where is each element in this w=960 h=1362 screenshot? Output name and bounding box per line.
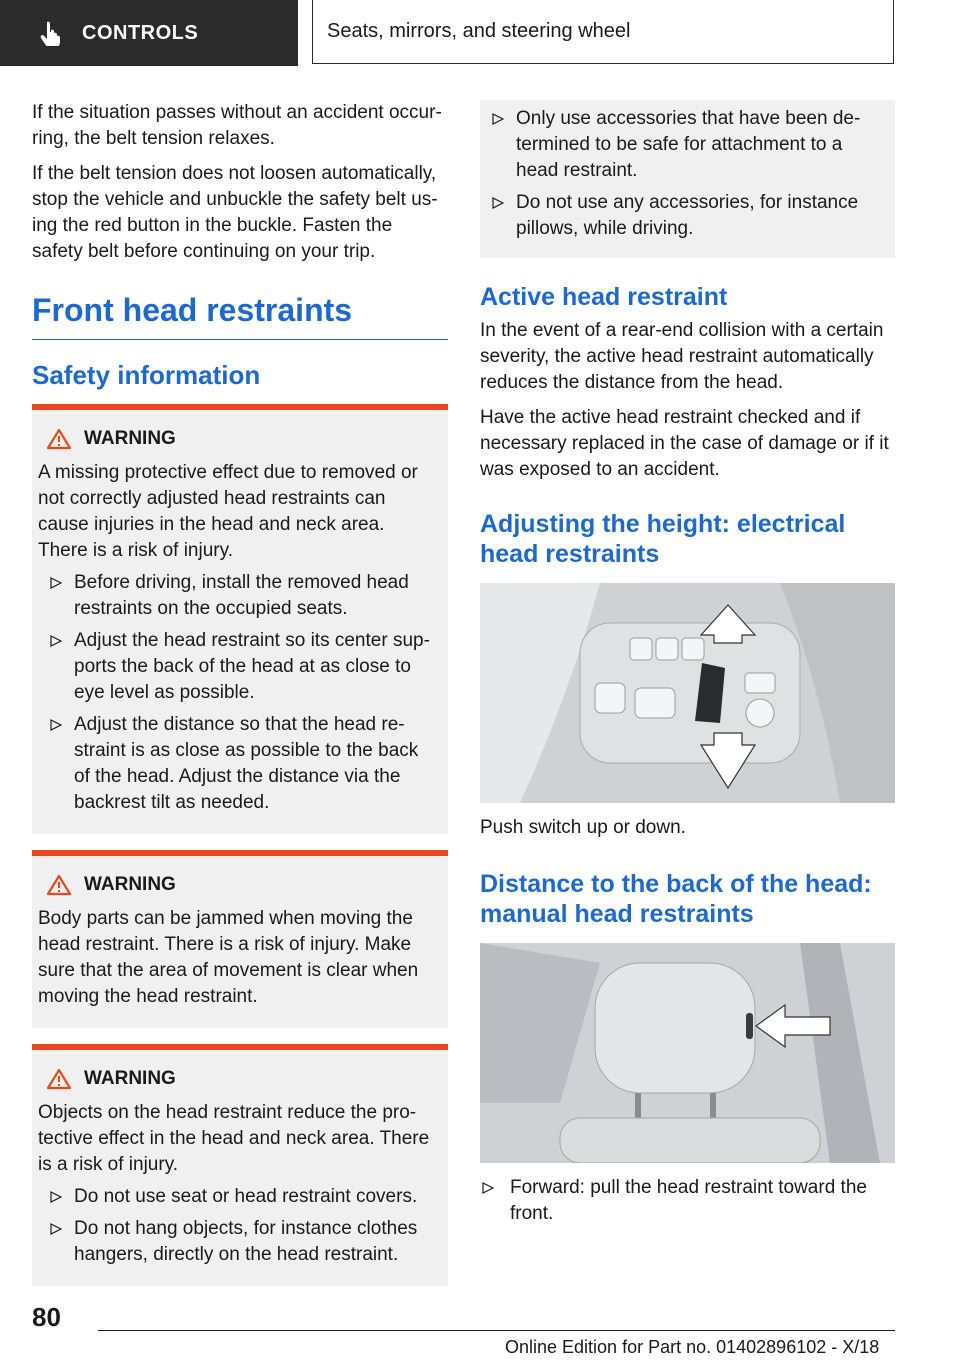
bullet-triangle-icon bbox=[492, 113, 504, 125]
heading-active-head-restraint: Active head restraint bbox=[480, 283, 728, 311]
list-item bbox=[38, 628, 438, 706]
list-item-text: Do not hang objects, for instance clothes hangers, directly on the head restraint. bbox=[74, 1218, 418, 1265]
heading-adjusting-height: Adjusting the height: electrical head restraints bbox=[480, 510, 846, 568]
list-item bbox=[38, 712, 438, 816]
heading-safety-information: Safety information bbox=[32, 360, 261, 390]
warning-title: WARNING bbox=[84, 1068, 176, 1089]
bullet-triangle-icon bbox=[50, 719, 62, 731]
bullet-triangle-icon bbox=[482, 1182, 494, 1194]
warning-box bbox=[32, 1044, 448, 1286]
list-item bbox=[480, 1175, 895, 1227]
warning-continuation-box bbox=[480, 100, 895, 258]
paragraph: In the event of a rear-end collision with a certain severity, the active head restraint automatically reduces the distance from the head. bbox=[480, 320, 884, 393]
list-item-text: Do not use any accessories, for instance pillows, while driving. bbox=[516, 192, 859, 239]
list-item-text: Forward: pull the head restraint toward the front. bbox=[510, 1177, 867, 1224]
list-item bbox=[38, 1216, 438, 1268]
list-item-text: Before driving, install the removed head restraints on the occupied seats. bbox=[74, 572, 409, 619]
paragraph: If the situation passes without an accident occurring, the belt tension relaxes. bbox=[32, 102, 442, 149]
bullet-triangle-icon bbox=[492, 197, 504, 209]
head-restraint-image bbox=[480, 943, 895, 1163]
warning-box bbox=[32, 850, 448, 1028]
warning-text: Objects on the head restraint reduce the protective effect in the head and neck area. There is a risk of injury. bbox=[38, 1102, 430, 1175]
left-column bbox=[32, 100, 448, 1302]
chapter-header bbox=[312, 0, 894, 64]
footer-divider bbox=[98, 1330, 895, 1331]
header-section-tab bbox=[0, 0, 298, 66]
section-title: CONTROLS bbox=[82, 21, 199, 44]
paragraph: If the belt tension does not loosen automatically, stop the vehicle and unbuckle the safety belt using the red button in the buckle. Fasten the safety belt before continuing on your trip. bbox=[32, 163, 438, 262]
footer-edition: Online Edition for Part no. 01402896102 - X/18 bbox=[505, 1337, 880, 1357]
warning-icon bbox=[46, 428, 72, 450]
page-number: 80 bbox=[32, 1302, 61, 1332]
list-item-text: Only use accessories that have been determined to be safe for attachment to a head restraint. bbox=[516, 108, 861, 181]
list-item-text: Adjust the distance so that the head restraint is as close as possible to the back of the head. Adjust the distance via the backrest tilt as needed. bbox=[74, 714, 419, 813]
warning-title: WARNING bbox=[84, 874, 176, 895]
right-column bbox=[480, 100, 895, 1233]
image-caption: Push switch up or down. bbox=[480, 817, 686, 838]
list-item bbox=[38, 570, 438, 622]
heading-front-head-restraints: Front head restraints bbox=[32, 291, 448, 340]
list-item bbox=[38, 1184, 438, 1210]
list-item-text: Adjust the head restraint so its center supports the back of the head at as close to eye level as possible. bbox=[74, 630, 430, 703]
warning-title: WARNING bbox=[84, 428, 176, 449]
head-restraint-illustration bbox=[480, 943, 895, 1163]
bullet-triangle-icon bbox=[50, 635, 62, 647]
bullet-triangle-icon bbox=[50, 577, 62, 589]
seat-switch-illustration bbox=[480, 583, 895, 803]
bullet-triangle-icon bbox=[50, 1223, 62, 1235]
warning-icon bbox=[46, 874, 72, 896]
heading-distance-back-of-head: Distance to the back of the head: manual head restraints bbox=[480, 870, 872, 928]
list-item-text: Do not use seat or head restraint covers. bbox=[74, 1186, 418, 1207]
list-item bbox=[480, 106, 885, 184]
list-item bbox=[480, 190, 885, 242]
warning-icon bbox=[46, 1068, 72, 1090]
seat-switch-image bbox=[480, 583, 895, 803]
chapter-title: Seats, mirrors, and steering wheel bbox=[327, 20, 631, 42]
warning-box bbox=[32, 404, 448, 834]
warning-text: Body parts can be jammed when moving the head restraint. There is a risk of injury. Make sure that the area of movement is clear when moving the head restraint. bbox=[38, 908, 419, 1007]
bullet-triangle-icon bbox=[50, 1191, 62, 1203]
hand-icon bbox=[40, 20, 62, 46]
warning-text: A missing protective effect due to removed or not correctly adjusted head restraints can cause injuries in the head and neck area. There is a risk of injury. bbox=[38, 462, 418, 561]
paragraph: Have the active head restraint checked and if necessary replaced in the case of damage or if it was exposed to an accident. bbox=[480, 407, 889, 480]
